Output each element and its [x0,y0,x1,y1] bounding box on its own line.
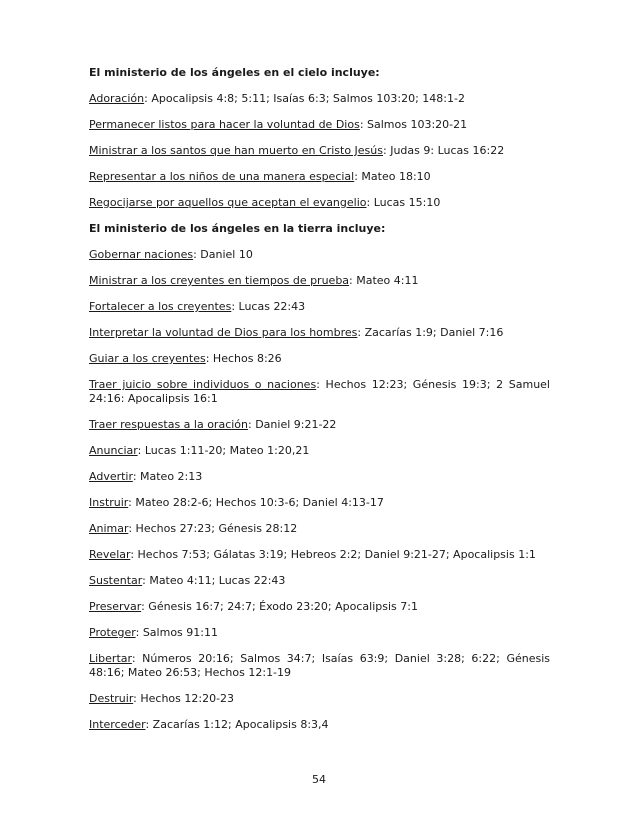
list-item [89,118,550,132]
list-item [89,626,550,640]
entry-references: : Mateo 2:13 [132,470,203,483]
entry-references: : Lucas 22:43 [231,300,306,313]
list-item [89,326,550,340]
entry-references: : Génesis 16:7; 24:7; Éxodo 23:20; Apocalipsis 7:1 [141,600,418,613]
document-page [89,66,550,744]
entry-references: : Hechos 27:23; Génesis 28:12 [128,522,298,535]
list-item [89,692,550,706]
entry-term: Ministrar a los creyentes en tiempos de prueba [89,274,350,287]
list-item [89,418,550,432]
list-item [89,378,550,406]
entry-term: Preservar [89,600,142,613]
list-item [89,600,550,614]
entry-term: Libertar [89,652,132,665]
entry-references: : Hechos 7:53; Gálatas 3:19; Hebreos 2:2; Daniel 9:21-27; Apocalipsis 1:1 [130,548,536,561]
page-number: 54 [312,773,326,786]
entry-term: Gobernar naciones [89,248,194,261]
entry-references: : Mateo 18:10 [354,170,431,183]
list-item [89,522,550,536]
entry-term: Interceder [89,718,146,731]
list-item [89,144,550,158]
entry-term: Advertir [89,470,133,483]
list-item [89,300,550,314]
entry-references: : Daniel 10 [193,248,253,261]
entry-term: Representar a los niños de una manera especial [89,170,355,183]
list-item [89,196,550,210]
entry-term: Destruir [89,692,134,705]
list-item [89,718,550,732]
entry-term: Instruir [89,496,129,509]
entry-term: Anunciar [89,444,138,457]
entry-references: : Lucas 15:10 [366,196,441,209]
list-item [89,470,550,484]
list-item [89,444,550,458]
list-item [89,170,550,184]
entry-references: : Mateo 4:11; Lucas 22:43 [142,574,286,587]
list-item [89,352,550,366]
entry-references: : Daniel 9:21-22 [248,418,337,431]
section-heading-earth: El ministerio de los ángeles en la tierra incluye: [89,222,386,235]
list-item [89,92,550,106]
entry-references: : Mateo 4:11 [349,274,419,287]
entry-references: : Apocalipsis 4:8; 5:11; Isaías 6:3; Salmos 103:20; 148:1-2 [144,92,465,105]
entry-references: : Hechos 8:26 [205,352,282,365]
entry-references: : Zacarías 1:12; Apocalipsis 8:3,4 [145,718,329,731]
entry-term: Sustentar [89,574,143,587]
entry-references: : Números 20:16; Salmos 34:7; Isaías 63:9; Daniel 3:28; 6:22; Génesis 48:16; Mateo 26:53; Hechos 12:1-19 [89,652,550,679]
entry-term: Fortalecer a los creyentes [89,300,232,313]
list-item [89,496,550,510]
entry-references: : Hechos 12:23; Génesis 19:3; 2 Samuel 24:16: Apocalipsis 16:1 [89,378,550,405]
entry-references: : Hechos 12:20-23 [133,692,235,705]
entry-references: : Zacarías 1:9; Daniel 7:16 [357,326,504,339]
entry-term: Guiar a los creyentes [89,352,206,365]
entry-references: : Judas 9: Lucas 16:22 [383,144,505,157]
list-item [89,248,550,262]
heaven-ministry-list [89,92,550,210]
list-item [89,574,550,588]
entry-term: Revelar [89,548,131,561]
earth-ministry-list [89,248,550,732]
entry-term: Traer respuestas a la oración [89,418,248,431]
entry-term: Regocijarse por aquellos que aceptan el evangelio [89,196,367,209]
entry-references: : Mateo 28:2-6; Hechos 10:3-6; Daniel 4:13-17 [128,496,384,509]
entry-references: : Salmos 103:20-21 [359,118,468,131]
section-heading-heaven: El ministerio de los ángeles en el cielo incluye: [89,66,380,79]
entry-term: Ministrar a los santos que han muerto en Cristo Jesús [89,144,383,157]
list-item [89,274,550,288]
entry-term: Animar [89,522,129,535]
list-item [89,548,550,562]
entry-term: Permanecer listos para hacer la voluntad de Dios [89,118,360,131]
entry-references: : Salmos 91:11 [135,626,218,639]
entry-term: Interpretar la voluntad de Dios para los hombres [89,326,358,339]
list-item [89,652,550,680]
entry-references: : Lucas 1:11-20; Mateo 1:20,21 [137,444,310,457]
entry-term: Traer juicio sobre individuos o naciones [89,378,317,391]
entry-term: Proteger [89,626,136,639]
entry-term: Adoración [89,92,145,105]
